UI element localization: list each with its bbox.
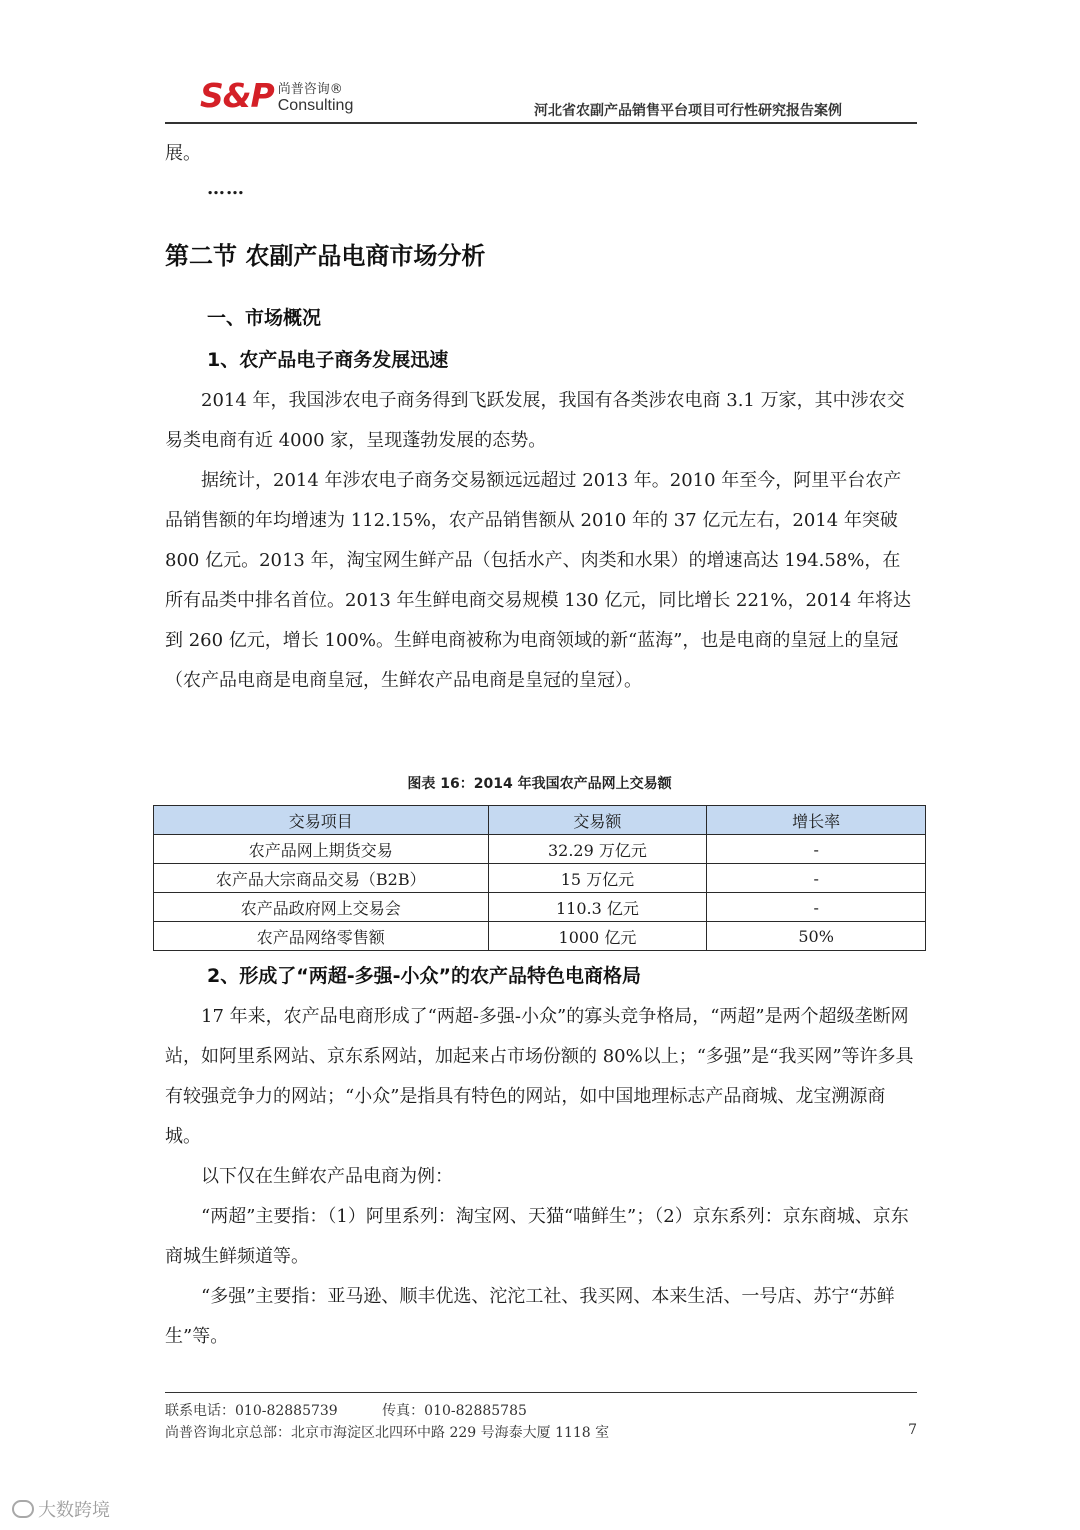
header-item: 交易项目 [154,806,489,835]
header-amount: 交易额 [488,806,707,835]
cell-growth: 50% [707,922,926,951]
tail-text-block [165,134,917,174]
table-row [154,864,926,893]
footer-divider [165,1392,917,1393]
company-logo [200,78,353,114]
cell-amount: 110.3 亿元 [488,893,707,922]
watermark-text: 大数跨境 [38,1500,110,1521]
section-title: 第二节 农副产品电商市场分析 [165,242,486,270]
cell-growth: - [707,835,926,864]
table-row [154,835,926,864]
paragraph-3: 17 年来，农产品电商形成了“两超-多强-小众”的寡头竞争格局，“两超”是两个超级垄断网站，如阿里系网站、京东系网站，加起来占市场份额的 80%以上；“多强”是“我买网”等许多具有较强竞争力的网站；“小众”是指具有特色的网站，如中国地理标志产品商城、龙宝溯源商城。 [165,1006,914,1147]
paragraph-4: 以下仅在生鲜农产品电商为例： [201,1166,453,1187]
cell-item: 农产品政府网上交易会 [154,893,489,922]
paragraph-6: “多强”主要指：亚马逊、顺丰优选、沱沱工社、我买网、本来生活、一号店、苏宁“苏鲜生”等。 [165,1286,895,1347]
tail-text: 展。 [165,143,201,164]
watermark [12,1496,110,1522]
paragraph-block-2 [165,997,917,1357]
header-growth: 增长率 [707,806,926,835]
subsection-market-structure: 2、形成了“两超-多强-小众”的农产品特色电商格局 [207,965,641,987]
footer-fax: 传真：010-82885785 [382,1403,527,1419]
subsection-rapid-growth: 1、农产品电子商务发展迅速 [207,349,449,371]
cell-amount: 1000 亿元 [488,922,707,951]
cell-item: 农产品大宗商品交易（B2B） [154,864,489,893]
cell-item: 农产品网络零售额 [154,922,489,951]
report-title: 河北省农副产品销售平台项目可行性研究报告案例 [534,103,842,119]
page-header [165,70,917,122]
cell-growth: - [707,893,926,922]
paragraph-block-1 [165,381,917,701]
paragraph-2: 据统计，2014 年涉农电子商务交易额远远超过 2013 年。2010 年至今，阿里平台农产品销售额的年均增速为 112.15%，农产品销售额从 2010 年的 37 亿元左右，2014 年突破 800 亿元。2013 年，淘宝网生鲜产品（包括水产、肉类和水果）的增速高达 194.58%，在所有品类中排名首位。2013 年生鲜电商交易规模 130 亿元，同比增长 221%，2014 年将达到 260 亿元，增长 100%。生鲜电商被称为电商领域的新“蓝海”，也是电商的皇冠上的皇冠（农产品电商是电商皇冠，生鲜农产品电商是皇冠的皇冠）。 [165,470,912,691]
table-row [154,922,926,951]
logo-chinese-name: 尚普咨询® [277,82,343,97]
page-number: 7 [908,1422,917,1438]
table-header-row [154,806,926,835]
paragraph-5: “两超”主要指：（1）阿里系列：淘宝网、天猫“喵鲜生”；（2）京东系列：京东商城、京东商城生鲜频道等。 [165,1206,909,1267]
cell-amount: 32.29 万亿元 [488,835,707,864]
watermark-icon [12,1500,34,1518]
table-caption: 图表 16：2014 年我国农产品网上交易额 [407,776,672,792]
cell-item: 农产品网上期货交易 [154,835,489,864]
footer-address: 尚普咨询北京总部：北京市海淀区北四环中路 229 号海泰大厦 1118 室 [165,1425,610,1441]
logo-mark: S&P [200,76,274,115]
logo-english-name: Consulting [277,97,354,114]
paragraph-1: 2014 年，我国涉农电子商务得到飞跃发展，我国有各类涉农电商 3.1 万家，其中涉农交易类电商有近 4000 家，呈现蓬勃发展的态势。 [165,390,905,451]
subsection-market-overview: 一、市场概况 [207,307,322,329]
ellipsis: …… [207,178,245,199]
cell-amount: 15 万亿元 [488,864,707,893]
footer-phone: 联系电话：010-82885739 [165,1403,338,1419]
footer-contact [165,1400,917,1420]
footer-address-line [165,1422,917,1442]
cell-growth: - [707,864,926,893]
table-row [154,893,926,922]
header-divider [165,122,917,124]
transaction-table [153,805,926,951]
